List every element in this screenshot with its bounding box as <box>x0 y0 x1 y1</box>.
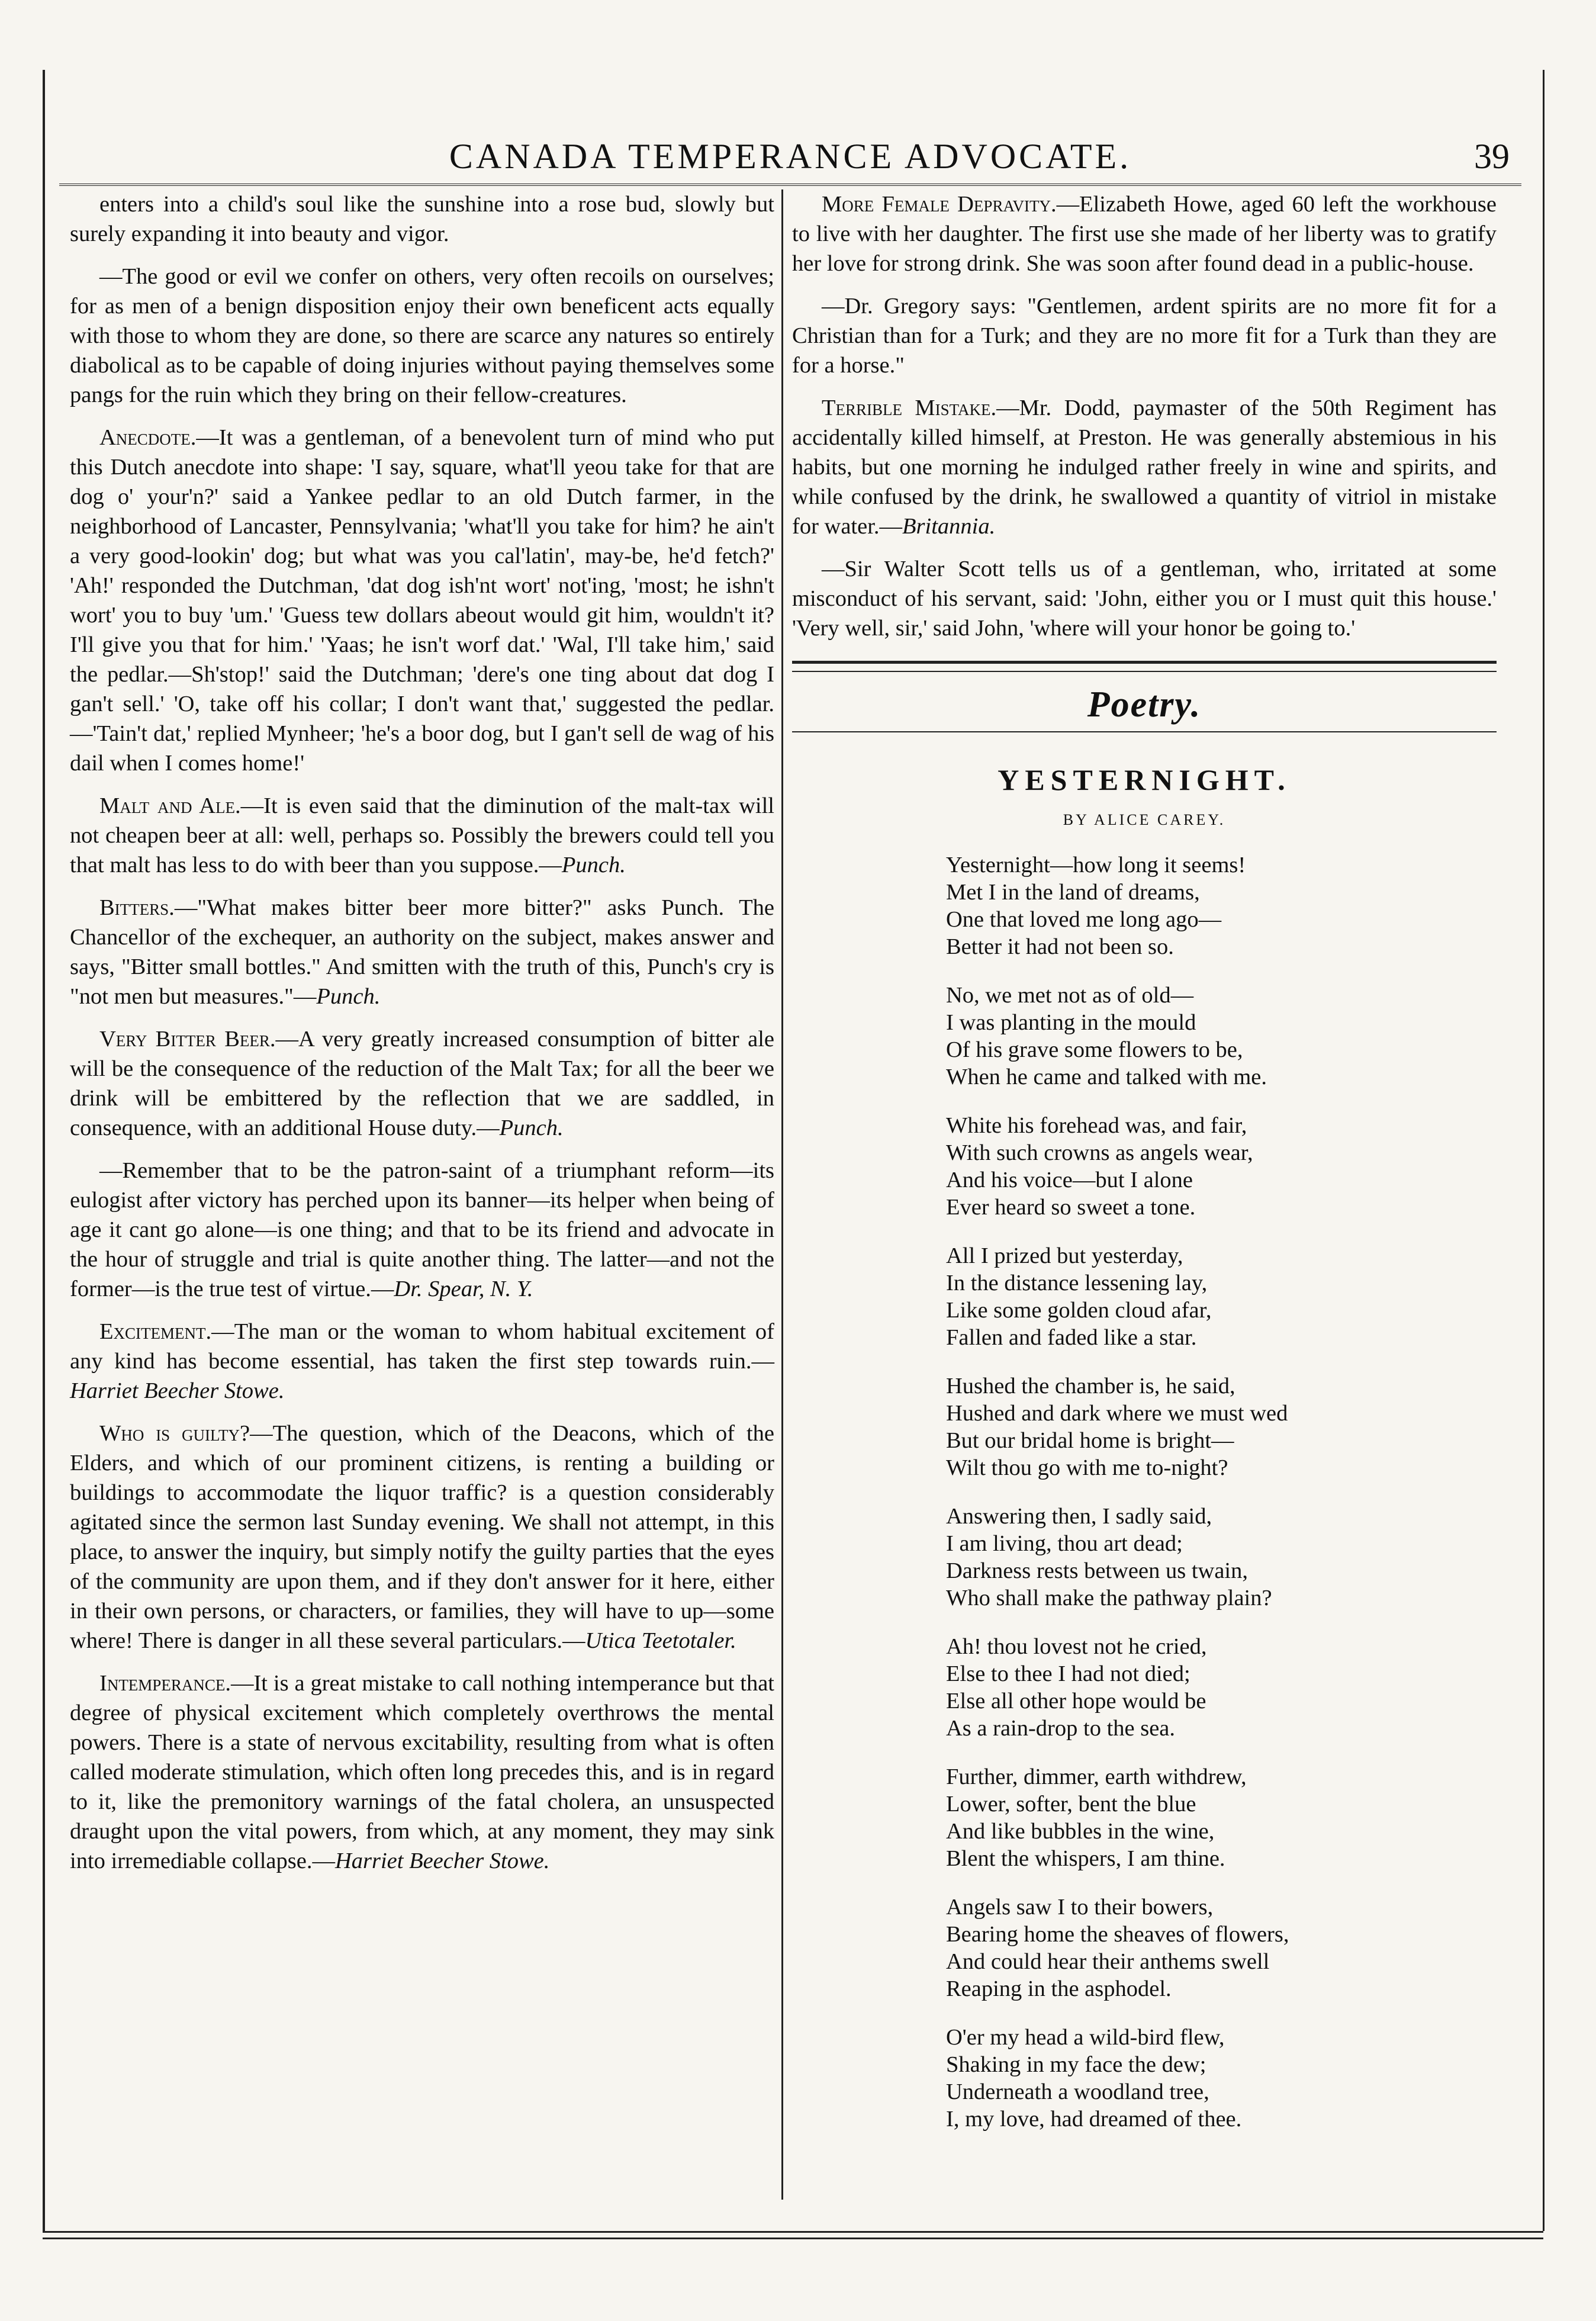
poem-line: But our bridal home is bright— <box>946 1428 1234 1453</box>
article-paragraph <box>70 1419 774 1655</box>
article-text: —It is even said that the diminution of the malt-tax will not cheapen beer at all: well, perhaps so. Possibly the brewers could tell you that malt has less to do with beer than you suppose.— <box>70 793 775 877</box>
article-lead: More Female Depravity. <box>822 192 1057 217</box>
article-source: Britannia. <box>902 514 996 539</box>
poem-line: I was planting in the mould <box>946 1010 1196 1035</box>
article-paragraph <box>70 189 774 249</box>
article-text: —Sir Walter Scott tells us of a gentleman, who, irritated at some misconduct of his servant, said: 'John, either you or I must quit this house.' 'Very well, sir,' said John, 'where will your honor be going to.' <box>792 557 1497 641</box>
article-text: —Dr. Gregory says: "Gentlemen, ardent spirits are no more fit for a Christian than for a Turk; and they are no more fit for a Turk than they are for a horse." <box>792 294 1497 378</box>
article-text: —It was a gentleman, of a benevolent turn of mind who put this Dutch anecdote into shape: 'I say, square, what'll yeou take for that are dog o' your'n?' said a Yankee pedlar to an old Dutch farmer, in the neighborhood of Lancaster, Pennsylvania; 'what'll you take for him? he ain't a very good-lookin' dog; but what was you cal'latin', may-be, he'd fetch?' 'Ah!' responded the Dutchman, 'dat dog ish'nt wort' not'ing, 'most; he ishn't wort' you to buy 'um.' 'Guess tew dollars abeout would git him, wouldn't it? I'll give you that for him.' 'Yaas; he isn't worf dat.' 'Wal, I'll take him,' said the pedlar.—Sh'stop!' said the Dutchman; 'dere's one ting about dat dog I gan't sell.' 'O, take off his collar; I don't want that,' suggested the pedlar.—'Tain't dat,' replied Mynheer; 'he's a boor dog, but I gan't sell de wag of his dail when I comes home!' <box>70 425 774 776</box>
section-divider <box>792 661 1497 672</box>
poem-stanza <box>946 851 1497 960</box>
poem-line: In the distance lessening lay, <box>946 1271 1208 1295</box>
article-paragraph <box>70 1317 774 1406</box>
poem-line: O'er my head a wild-bird flew, <box>946 2025 1225 2050</box>
poem-line: White his forehead was, and fair, <box>946 1113 1247 1138</box>
poem-line: Answering then, I sadly said, <box>946 1504 1212 1529</box>
article-lead: Bitters. <box>99 895 175 920</box>
poem-line: I am living, thou art dead; <box>946 1531 1183 1556</box>
poem-line: And his voice—but I alone <box>946 1168 1193 1192</box>
poem-line: Bearing home the sheaves of flowers, <box>946 1922 1289 1947</box>
poem-line: Wilt thou go with me to-night? <box>946 1455 1228 1480</box>
poetry-heading: Poetry. <box>1087 684 1202 725</box>
poem-line: Who shall make the pathway plain? <box>946 1586 1272 1610</box>
article-lead: Anecdote. <box>99 425 197 450</box>
article-text: —The man or the woman to whom habitual excitement of any kind has become essential, has taken the first step towards ruin.— <box>70 1319 774 1374</box>
article-source: Utica Teetotaler. <box>585 1628 736 1653</box>
poem-line: One that loved me long ago— <box>946 907 1222 932</box>
article-paragraph <box>70 1669 774 1876</box>
poem-line: Met I in the land of dreams, <box>946 880 1200 905</box>
article-lead: Malt and Ale. <box>99 793 241 818</box>
poem-stanza <box>946 2024 1497 2133</box>
poem-line: Yesternight—how long it seems! <box>946 853 1246 877</box>
page-frame-bottom <box>43 2231 1543 2239</box>
article-text: —Elizabeth Howe, aged 60 left the workhouse to live with her daughter. The first use she made of her liberty was to gratify her love for strong drink. She was soon after found dead in a public-house. <box>792 192 1497 276</box>
article-text: enters into a child's soul like the sunshine into a rose bud, slowly but surely expanding it into beauty and vigor. <box>70 192 774 246</box>
poem-line: Angels saw I to their bowers, <box>946 1895 1214 1920</box>
poem-line: Shaking in my face the dew; <box>946 2052 1206 2077</box>
poem-line: And like bubbles in the wine, <box>946 1819 1215 1844</box>
poem-line: When he came and talked with me. <box>946 1065 1267 1089</box>
poem-byline: BY ALICE CAREY. <box>1063 811 1226 828</box>
poem-title: YESTERNIGHT. <box>997 763 1291 796</box>
article-text: —A very greatly increased consumption of bitter ale will be the consequence of the reduction of the Malt Tax; for all the beer we drink will be embittered by the reflection that we are saddled, in consequence, with an additional House duty.— <box>70 1027 774 1140</box>
poem-line: As a rain-drop to the sea. <box>946 1716 1176 1741</box>
column-rule <box>781 189 783 2200</box>
poem-line: Lower, softer, bent the blue <box>946 1792 1196 1817</box>
poem-line: No, we met not as of old— <box>946 983 1194 1008</box>
article-paragraph <box>792 393 1497 541</box>
article-source: Harriet Beecher Stowe. <box>70 1378 285 1403</box>
article-paragraph <box>792 189 1497 278</box>
article-text: —Remember that to be the patron-saint of a triumphant reform—its eulogist after victory has perched upon its banner—its helper when being of age it cant go alone—is one thing; and that to be its friend and advocate in the hour of struggle and trial is quite another thing. The latter—and not the former—is the true test of virtue.— <box>70 1158 774 1301</box>
page-number: 39 <box>1474 137 1510 176</box>
poem-line: Further, dimmer, earth withdrew, <box>946 1764 1247 1789</box>
poem-line: Blent the whispers, I am thine. <box>946 1846 1225 1871</box>
article-source: Punch. <box>316 984 381 1009</box>
poem-stanza <box>946 1503 1497 1612</box>
poem-line: Underneath a woodland tree, <box>946 2079 1209 2104</box>
poem-line: Of his grave some flowers to be, <box>946 1037 1243 1062</box>
poem-stanza <box>946 1894 1497 2002</box>
left-column <box>70 189 774 1889</box>
poem-line: Hushed the chamber is, he said, <box>946 1374 1235 1399</box>
poem-stanza <box>946 1242 1497 1351</box>
newspaper-title: CANADA TEMPERANCE ADVOCATE. <box>449 137 1132 176</box>
poem-stanza <box>946 1112 1497 1221</box>
article-paragraph <box>792 291 1497 380</box>
article-lead: Very Bitter Beer. <box>99 1027 276 1052</box>
poem-line: Like some golden cloud afar, <box>946 1298 1212 1323</box>
poem-body <box>792 851 1497 2133</box>
poem-line: Reaping in the asphodel. <box>946 1976 1172 2001</box>
article-source: Punch. <box>499 1116 564 1140</box>
article-lead: Who is guilty? <box>99 1421 250 1446</box>
poem-line: Else to thee I had not died; <box>946 1661 1190 1686</box>
article-lead: Intemperance. <box>99 1671 231 1696</box>
article-text: —It is a great mistake to call nothing intemperance but that degree of physical excitement which completely overthrows the mental powers. There is a state of nervous excitability, resulting from what is often called moderate stimulation, which often long precedes this, and is in regard to it, like the premonitory warnings of the fatal cholera, an unsuspected draught upon the vital powers, from which, at any moment, they may sink into irremediable collapse.— <box>70 1671 774 1873</box>
poem-line: All I prized but yesterday, <box>946 1243 1183 1268</box>
right-column-items <box>792 189 1497 643</box>
article-lead: Terrible Mistake. <box>822 396 997 420</box>
poem-line: Hushed and dark where we must wed <box>946 1401 1288 1426</box>
article-paragraph <box>70 423 774 778</box>
article-text: —"What makes bitter beer more bitter?" asks Punch. The Chancellor of the exchequer, an authority on the subject, makes answer and says, "Bitter small bottles." And smitten with the truth of this, Punch's cry is "not men but measures."— <box>70 895 774 1009</box>
page-header <box>59 124 1521 186</box>
article-paragraph <box>792 554 1497 643</box>
right-column <box>792 189 1497 2154</box>
poem-line: And could hear their anthems swell <box>946 1949 1270 1974</box>
article-paragraph <box>70 893 774 1011</box>
article-text: —Mr. Dodd, paymaster of the 50th Regiment has accidentally killed himself, at Preston. He was generally abstemious in his habits, but one morning he indulged rather freely in wine and spirits, and while confused by the drink, he swallowed a quantity of vitriol in mistake for water.— <box>792 396 1497 539</box>
article-lead: Excitement. <box>99 1319 212 1344</box>
article-text: —The good or evil we confer on others, very often recoils on ourselves; for as men of a benign disposition enjoy their own beneficent acts equally with those to whom they are done, so there are scarce any natures so entirely diabolical as to be capable of doing injuries without paying themselves some pangs for the ruin which they bring on their fellow-creatures. <box>70 264 774 407</box>
poem-line: Ever heard so sweet a tone. <box>946 1195 1196 1220</box>
poetry-rule <box>792 731 1497 732</box>
poem-line: With such crowns as angels wear, <box>946 1140 1253 1165</box>
article-paragraph <box>70 1156 774 1304</box>
poem-line: Ah! thou lovest not he cried, <box>946 1634 1207 1659</box>
poem-stanza <box>946 1763 1497 1872</box>
article-text: —The question, which of the Deacons, which of the Elders, and which of our prominent citizens, is renting a building or buildings to accommodate the liquor traffic? is a question considerably agitated since the sermon last Sunday evening. We shall not attempt, in this place, to answer the inquiry, but simply notify the guilty parties that the eyes of the community are upon them, and if they don't answer for it here, either in their own persons, or characters, or families, they will have to up—some where! There is danger in all these several particulars.— <box>70 1421 774 1653</box>
poem-stanza <box>946 982 1497 1091</box>
article-source: Harriet Beecher Stowe. <box>334 1849 550 1873</box>
article-paragraph <box>70 1024 774 1143</box>
article-paragraph <box>70 262 774 410</box>
poem-line: I, my love, had dreamed of thee. <box>946 2107 1242 2132</box>
poem-stanza <box>946 1633 1497 1742</box>
poem-line: Better it had not been so. <box>946 934 1174 959</box>
article-paragraph <box>70 791 774 880</box>
article-source: Punch. <box>561 853 626 877</box>
article-source: Dr. Spear, N. Y. <box>394 1277 533 1301</box>
poem-line: Else all other hope would be <box>946 1689 1206 1714</box>
poem-line: Fallen and faded like a star. <box>946 1325 1197 1350</box>
poem-line: Darkness rests between us twain, <box>946 1558 1248 1583</box>
poem-stanza <box>946 1372 1497 1481</box>
